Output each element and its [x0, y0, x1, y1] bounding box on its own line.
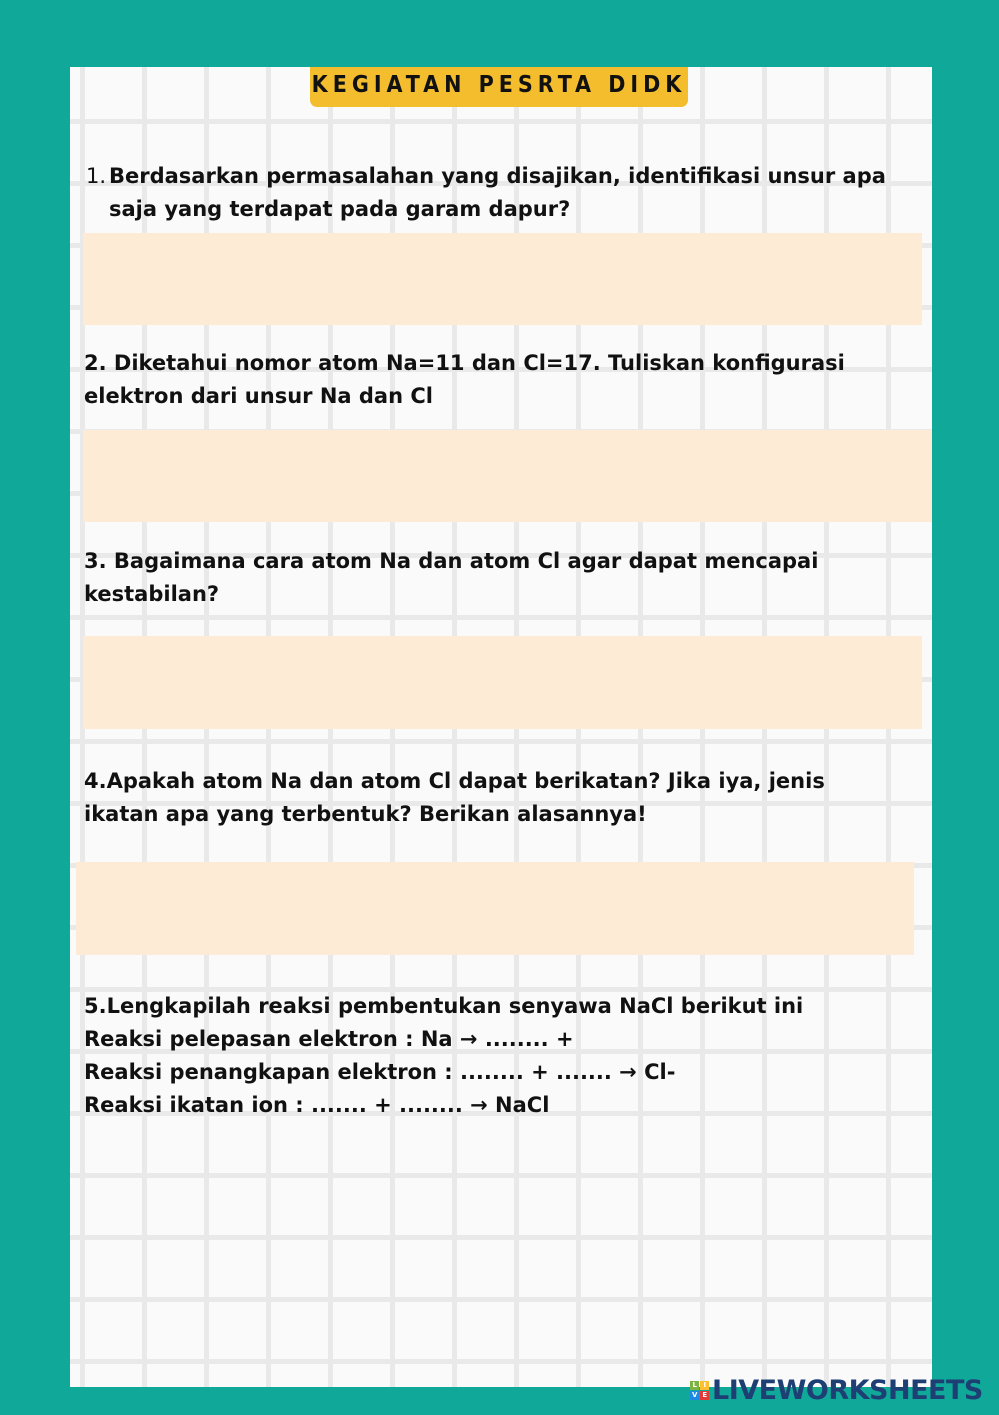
question-number: 1.: [86, 164, 107, 188]
liveworksheets-logo: [690, 1375, 983, 1406]
answer-box-4[interactable]: [76, 862, 914, 955]
logo-text: LIVEWORKSHEETS: [712, 1375, 983, 1406]
reaction-line: Reaksi penangkapan elektron : ........ + ....... → Cl-: [84, 1060, 676, 1084]
reaction-line: Reaksi ikatan ion : ....... + ........ → NaCl: [84, 1093, 550, 1117]
page-title: KEGIATAN PESRTA DIDK: [310, 67, 688, 107]
live-badge-icon: [690, 1381, 709, 1400]
question-3: 3. Bagaimana cara atom Na dan atom Cl agar dapat mencapai kestabilan?: [84, 549, 819, 606]
question-5: [84, 990, 904, 1122]
badge-letter: L: [690, 1381, 699, 1390]
question-text: Berdasarkan permasalahan yang disajikan, identifikasi unsur apa saja yang terdapat pada garam dapur?: [109, 164, 886, 221]
answer-box-3[interactable]: [83, 636, 922, 729]
answer-box-2[interactable]: [83, 430, 932, 522]
answer-box-1[interactable]: [83, 233, 922, 325]
reaction-line: Reaksi pelepasan elektron : Na → ........ +: [84, 1027, 574, 1051]
question-1: [84, 160, 894, 226]
badge-letter: V: [690, 1391, 699, 1400]
question-4: 4.Apakah atom Na dan atom Cl dapat berikatan? Jika iya, jenis ikatan apa yang terbentuk? Berikan alasannya!: [84, 769, 825, 826]
badge-letter: I: [700, 1381, 709, 1390]
question-5-prompt: 5.Lengkapilah reaksi pembentukan senyawa NaCl berikut ini: [84, 994, 804, 1018]
question-2: 2. Diketahui nomor atom Na=11 dan Cl=17. Tuliskan konfigurasi elektron dari unsur Na dan Cl: [84, 351, 845, 408]
badge-letter: E: [700, 1391, 709, 1400]
